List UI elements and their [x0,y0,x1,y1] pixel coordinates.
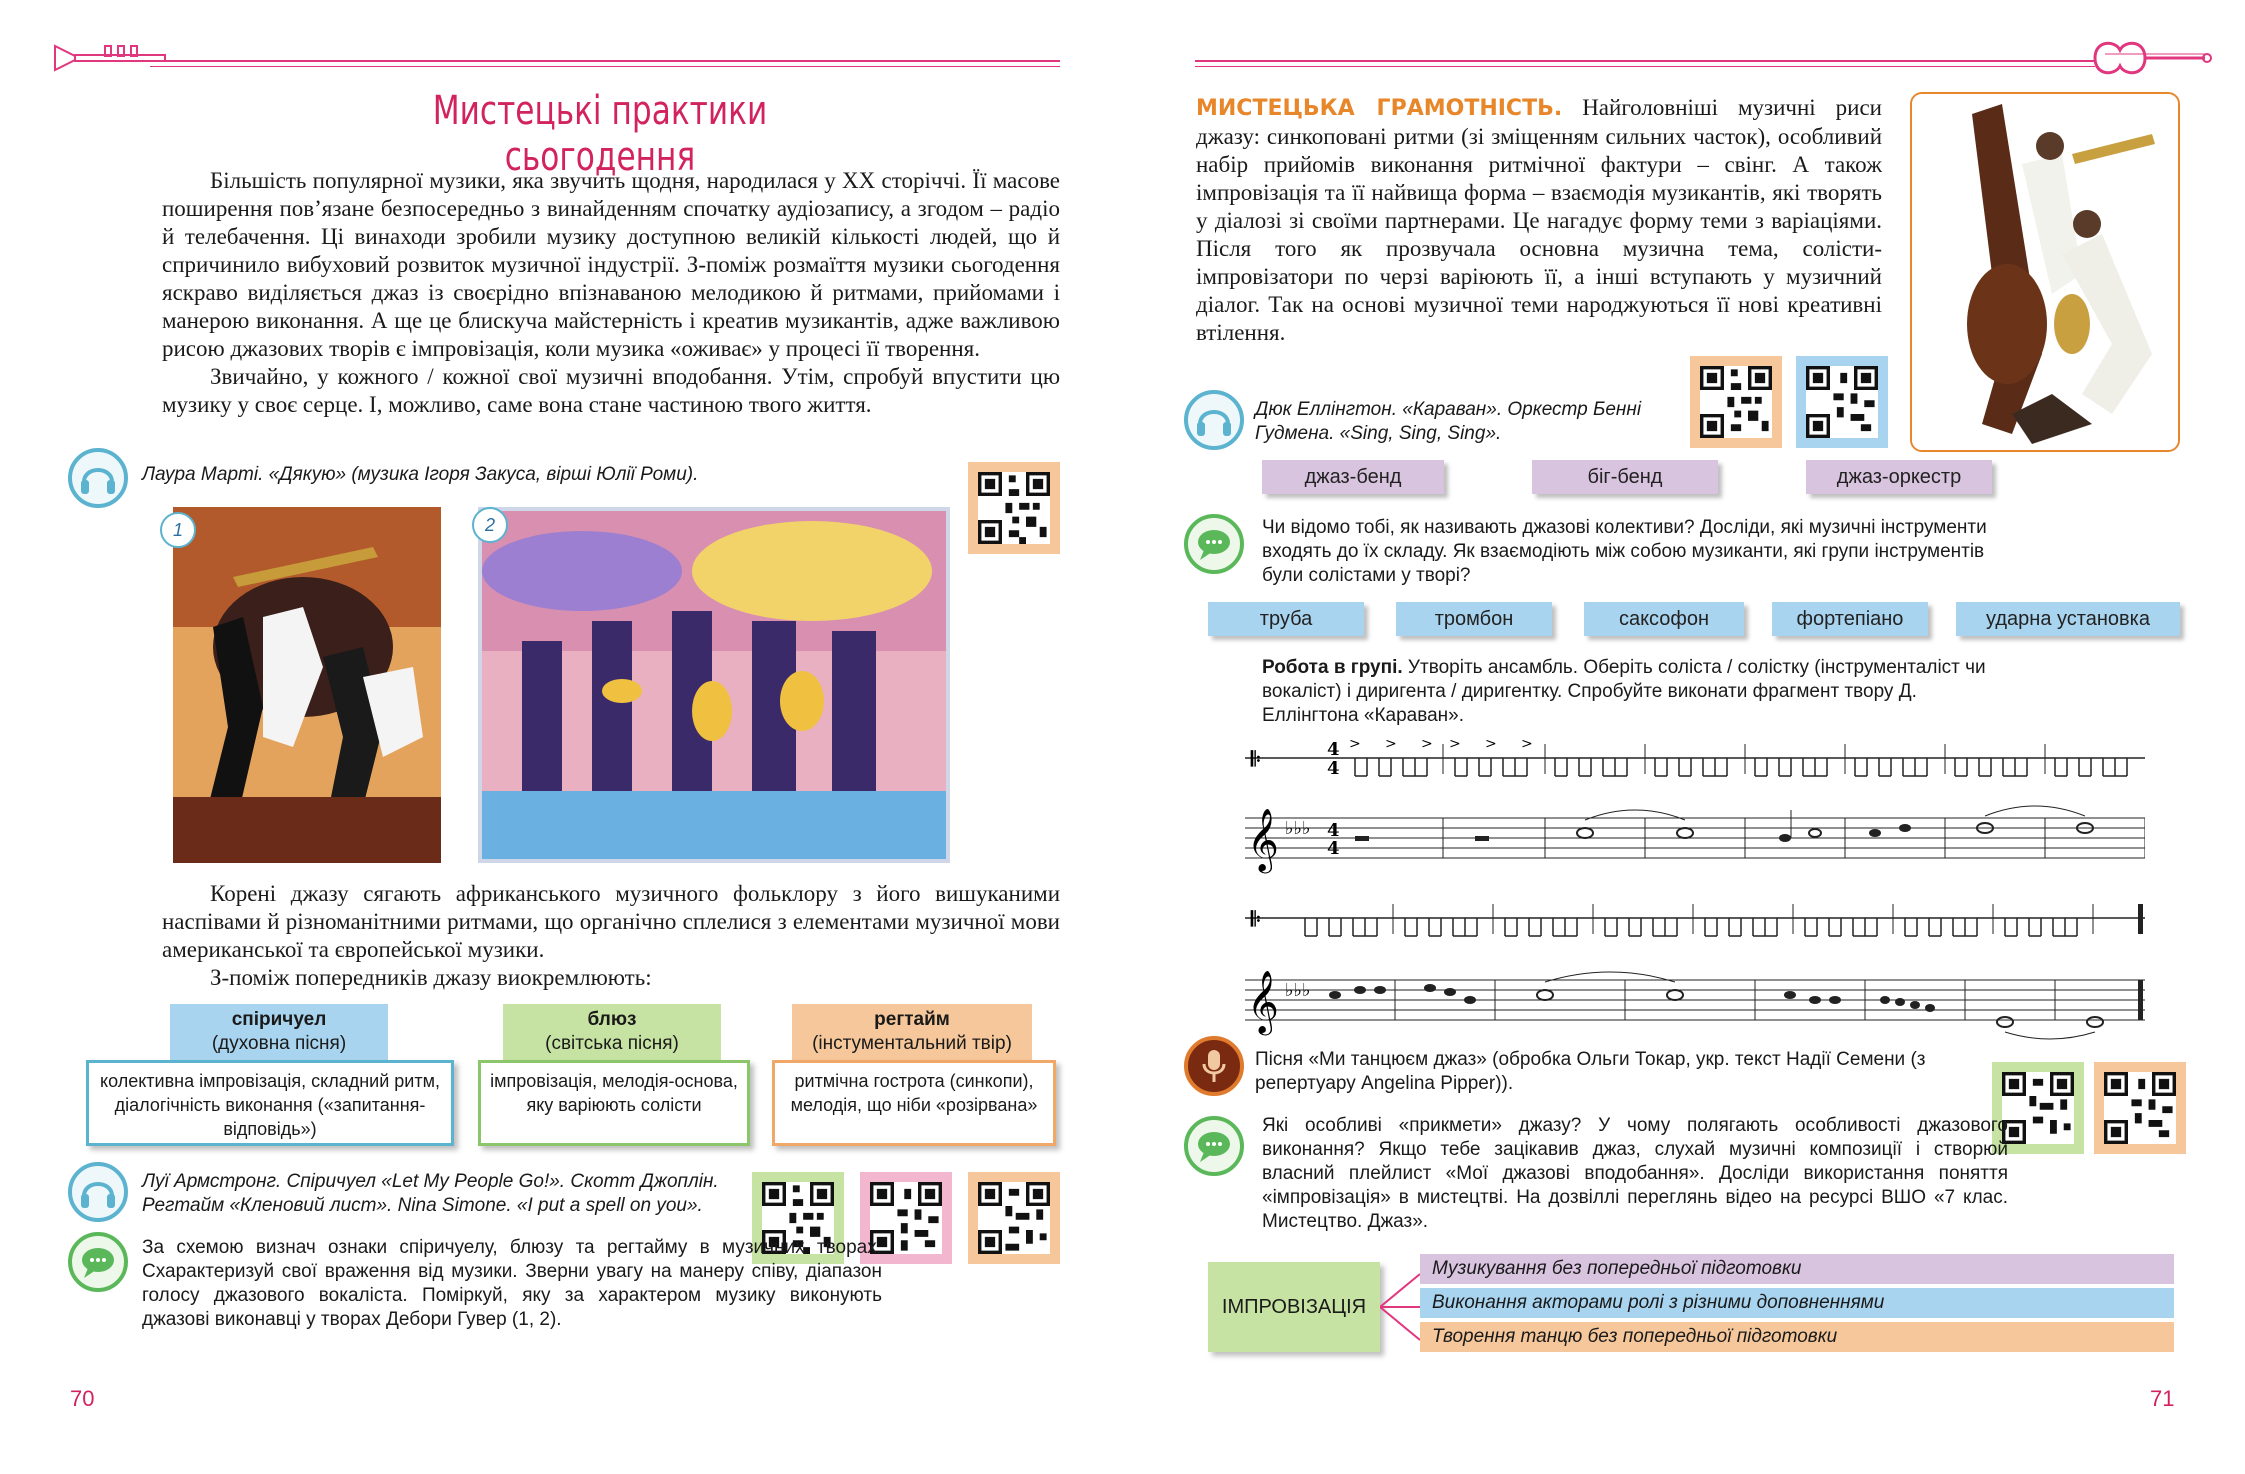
page-number-right: 71 [2150,1386,2175,1411]
time-sig-top: 4 [1327,739,1340,760]
blues-title: блюз [587,1009,637,1030]
headphones-icon [68,1162,128,1222]
roots-text [162,880,1060,992]
group-work [1262,656,2008,728]
question-1: Чи відомо тобі, як називають джазові колективи? Досліди, які музичні інструменти входять до їх складу. Як взаємодіють між собою музиканти, які групи інструментів були солістами у творі? [1262,517,1987,586]
task-text: За схемою визнач ознаки спіричуелу, блюзу та регтайму в музичних творах. Схарактеризуй свої враження від музики. Зверни увагу на манеру співу, діапазон голосу джазового вокаліста. Поміркуй, яку за характером музику виконують джазові виконавці у творах Дебори Гувер (1, 2). [142,1237,882,1330]
svg-text:𝄞: 𝄞 [1247,808,1279,871]
headphones-icon [1184,390,1244,450]
svg-text:>: > [1485,736,1497,752]
listen-line-1: Лаура Марті. «Дякую» (музика Ігоря Закуса, вірші Юлії Роми). [142,464,699,485]
group-work-paragraph [1262,656,2008,728]
ragtime-subtitle: (інстументальний твір) [812,1033,1012,1054]
listen-line-2b: Регтайм «Кленовий лист». Nina Simone. «I put a spell on you». [142,1195,703,1216]
page-title: Мистецькі практики сьогодення [432,88,768,180]
predecessors-paragraph: З-поміж попередників джазу виокремлюють: [210,965,652,990]
svg-text:4: 4 [1327,838,1340,859]
song-text: Пісня «Ми танцюєм джаз» (обробка Ольги Токар, укр. текст Надії Семени (з репертуару Angelina Pipper)). [1255,1049,1926,1094]
qr-code-icon[interactable] [1690,356,1782,448]
intro-paragraph-2: Звичайно, у кожного / кожної свої музичні вподобання. Утім, спробуй впустити цю музику у своє серце. І, можливо, саме вона стане частиною твого життя. [162,364,1060,417]
chat-icon [68,1232,128,1292]
header-rule-left-2 [150,66,1060,67]
spiritual-header [170,1004,388,1060]
listen-lines-2 [142,1170,742,1218]
ragtime-title: регтайм [874,1009,950,1030]
header-rule-right-2 [1195,66,2095,67]
svg-text:>: > [1421,736,1433,752]
tag-trombone[interactable]: тромбон [1396,602,1552,636]
tag-big-band[interactable]: біг-бенд [1532,460,1718,494]
header-rule-right [1195,60,2095,62]
svg-text:4: 4 [1327,820,1340,841]
svg-text:𝄞: 𝄞 [1247,970,1279,1033]
literacy-body: Найголовніші музичні риси джазу: синкоповані ритми (зі зміщенням сильних часток), особливий набір прийомів виконання ритмічної фактури – свінг. А також імпровізація та її найвища форма – взаємодія музикантів, які творять у діалозі зі своїми партнерами. Це нагадує форму теми з варіаціями. Після того як прозвучала основна музична тема, солісти-імпровізатори по черзі варіюють її, а інші вступають у музичний діалог. Так на основі музичної теми народжуються її нові креативні втілення. [1196,95,1882,345]
svg-text:>: > [1385,736,1397,752]
blues-header [503,1004,721,1060]
group-work-text: Утворіть ансамбль. Оберіть соліста / солістку (інструменталіст чи вокаліст) і диригента / диригентку. Спробуйте виконати фрагмент твору Д. Еллінгтона «Караван». [1262,657,1986,726]
tag-saxophone[interactable]: саксофон [1584,602,1744,636]
improv-item-acting: Виконання акторами ролі з різними доповненнями [1420,1288,2174,1318]
svg-text:♭♭♭: ♭♭♭ [1285,980,1311,1001]
svg-text:𝄆: 𝄆 [1251,747,1261,771]
question-2: Які особливі «прикмети» джазу? У чому полягають особливості джазового виконання? Якщо тебе зацікавив джаз, слухай музичні композиції і створюй власний плейлист «Мої джазові вподобання». Досліди використання поняття «імпровізація» в мистецтві. На дозвіллі переглянь відео на ресурсі ВШО «7 клас. Мистецтво. Джаз». [1262,1115,2008,1232]
microphone-icon [1184,1036,1244,1096]
chat-icon [1184,1116,1244,1176]
svg-text:>: > [1349,736,1361,752]
improv-item-music: Музикування без попередньої підготовки [1420,1254,2174,1284]
spiritual-description: колективна імпровізація, складний ритм, діалогічність виконання («запитання-відповідь») [86,1060,454,1146]
literacy-heading: МИСТЕЦЬКА ГРАМОТНІСТЬ. [1196,96,1563,121]
literacy-text [1196,94,1882,347]
painting-jazz-band-2 [478,507,950,863]
page-number-left: 70 [70,1386,95,1411]
listen-lines-3 [1255,398,1675,446]
literacy-paragraph [1196,94,1882,347]
spiritual-title: спіричуел [231,1009,327,1030]
chat-icon [1184,514,1244,574]
spiritual-subtitle: (духовна пісня) [211,1033,347,1054]
violin-icon [2085,28,2215,93]
tag-piano[interactable]: фортепіано [1772,602,1928,636]
svg-text:>: > [1521,736,1533,752]
qr-code-icon[interactable] [968,1172,1060,1264]
qr-code-icon[interactable] [968,462,1060,554]
image-number-2: 2 [472,507,508,543]
time-sig-bottom: 4 [1327,758,1340,779]
improv-item-dance: Творення танцю без попередньої підготовки [1420,1322,2174,1352]
improvisation-label: ІМПРОВІЗАЦІЯ [1208,1262,1380,1352]
ragtime-description: ритмічна гострота (синкопи), мелодія, що ніби «розірвана» [772,1060,1056,1146]
intro-text [162,167,1060,419]
trumpet-icon [50,38,170,83]
tag-jazz-band[interactable]: джаз-бенд [1262,460,1444,494]
blues-description: імпровізація, мелодія-основа, яку варіюють солісти [478,1060,750,1146]
qr-code-icon[interactable] [1796,356,1888,448]
tag-drum-kit[interactable]: ударна установка [1956,602,2180,636]
svg-text:>: > [1449,736,1461,752]
listen-line-3b: Гудмена. «Sing, Sing, Sing». [1255,423,1502,444]
listen-line-2a: Луї Армстронг. Спіричуел «Let My People Go!». Скотт Джоплін. [142,1171,719,1192]
header-rule-left [150,60,1060,62]
svg-text:𝄆: 𝄆 [1251,907,1261,931]
intro-paragraph: Більшість популярної музики, яка звучить щодня, народилася у ХХ сторіччі. Її масове поширення пов’язане безпосередньо з винайденням спочатку аудіозапису, а згодом – радіо й телебачення. Ці винаходи зробили музику доступною великій кількості людей, що й спричинило вибуховий розвиток музичної індустрії. З-поміж розмаїття музики сьогодення яскраво виділяється джаз із своєрідно впізнаваною мелодикою й ритмами, прийомами і манерою виконання. А ще це блискуча майстерність і креатив музикантів, адже важливою рисою джазових творів є імпровізація, коли музика «оживає» у процесі її творення. [162,168,1060,361]
headphones-icon [68,448,128,508]
tag-jazz-orchestra[interactable]: джаз-оркестр [1806,460,1992,494]
tag-trumpet[interactable]: труба [1208,602,1364,636]
roots-paragraph: Корені джазу сягають африканського музичного фольклору з його вишуканими наспівами й різноманітними ритмами, що органічно сплелися з елементами музичної мови американської та європейської музики. [162,881,1060,962]
qr-code-icon[interactable] [2094,1062,2186,1154]
painting-jazz-band-1 [173,507,441,863]
sheet-music [1245,730,2145,1040]
jazz-musicians-photo [1910,92,2180,452]
svg-text:♭♭♭: ♭♭♭ [1285,818,1311,839]
ragtime-header [792,1004,1032,1060]
blues-subtitle: (світська пісня) [545,1033,679,1054]
listen-line-3a: Дюк Еллінгтон. «Караван». Оркестр Бенні [1255,399,1642,420]
image-number-1: 1 [160,512,196,548]
group-work-title: Робота в групі. [1262,657,1403,678]
